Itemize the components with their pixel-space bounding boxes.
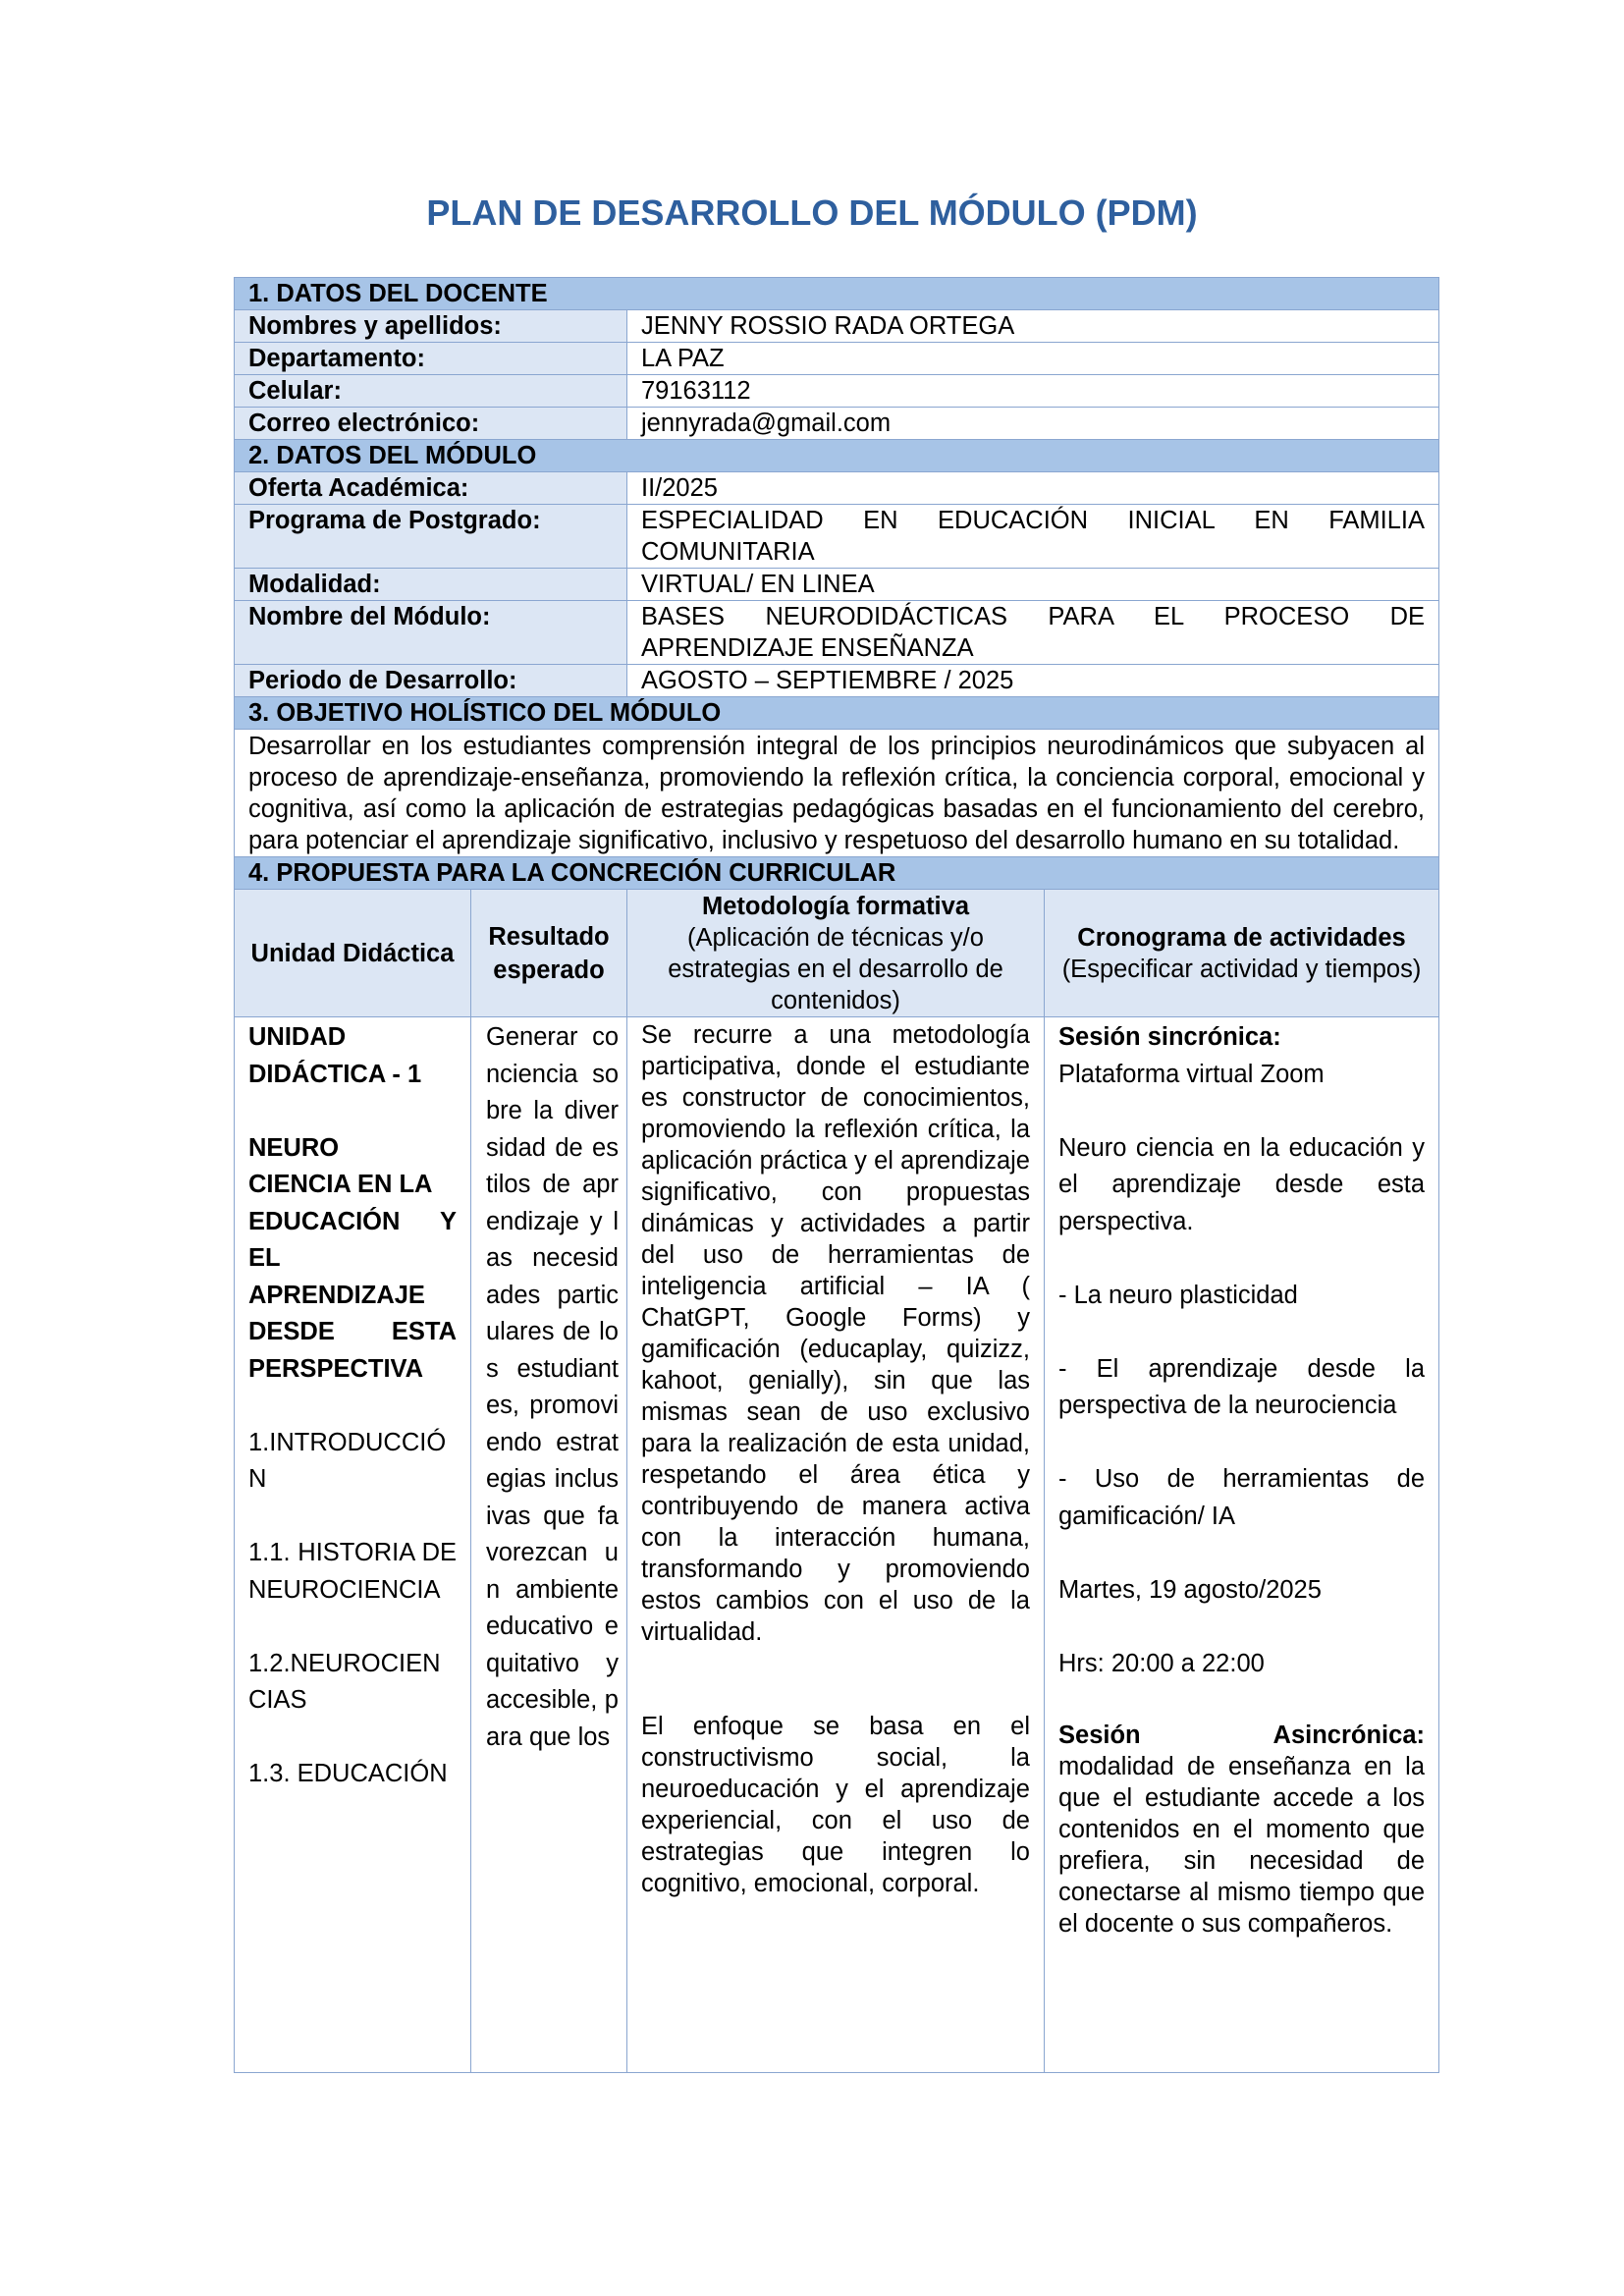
sync-date: Martes, 19 agosto/2025 xyxy=(1058,1575,1322,1604)
field-value xyxy=(627,601,1439,665)
curriculum-body-row xyxy=(235,1017,1439,2073)
info-row xyxy=(235,310,1439,343)
section1-header-row xyxy=(235,278,1439,310)
section4-header-row xyxy=(235,857,1439,890)
resultado-cell: Generar conciencia sobre la diversidad de estilos de aprendizaje y las necesidades particulares de los estudiantes, promoviendo estrategias inclusivas que favorezcan un ambiente educativo equitativo y accesible, para que los xyxy=(471,1017,627,2073)
page-title: PLAN DE DESARROLLO DEL MÓDULO (PDM) xyxy=(426,192,1198,233)
info-row xyxy=(235,569,1439,601)
field-label: Oferta Académica: xyxy=(235,472,627,505)
unidad-topic: NEURO xyxy=(248,1133,340,1162)
field-label: Modalidad: xyxy=(235,569,627,601)
pdm-table xyxy=(234,277,1439,2073)
sync-session-title: Sesión sincrónica: xyxy=(1058,1023,1281,1051)
section2-header-row xyxy=(235,440,1439,472)
objective-text: Desarrollar en los estudiantes comprensión integral de los principios neurodinámicos que subyacen al proceso de aprendizaje-enseñanza, promoviendo la reflexión crítica, la conciencia corporal, emocional y cognitiva, así como la aplicación de estrategias pedagógicas basadas en el funcionamiento del cerebro, para potenciar el aprendizaje significativo, inclusivo y respetuoso del desarrollo humano en su totalidad. xyxy=(235,730,1439,857)
field-value-line: ESPECIALIDAD EN EDUCACIÓN INICIAL EN FAMILIA xyxy=(641,507,1426,534)
unidad-topic: DESDE ESTA xyxy=(248,1318,457,1345)
section2-heading: 2. DATOS DEL MÓDULO xyxy=(235,440,1439,472)
field-label: Periodo de Desarrollo: xyxy=(235,665,627,697)
sync-item: - La neuro plasticidad xyxy=(1058,1281,1298,1309)
unidad-cell xyxy=(235,1017,471,2073)
metodologia-paragraph: El enfoque se basa en el constructivismo social, la neuroeducación y el aprendizaje experiencial, con el uso de estrategias que integren lo cognitivo, emocional, corporal. xyxy=(641,1713,1030,1897)
col-header-resultado-label: Resultado esperado xyxy=(488,922,610,984)
col-header-cronograma-sub: (Especificar actividad y tiempos) xyxy=(1061,955,1422,983)
field-value: LA PAZ xyxy=(627,343,1439,375)
metodologia-cell xyxy=(627,1017,1045,2073)
field-label: Nombres y apellidos: xyxy=(235,310,627,343)
field-label: Correo electrónico: xyxy=(235,408,627,440)
objective-row xyxy=(235,730,1439,857)
unidad-topic: APRENDIZAJE xyxy=(248,1281,425,1309)
info-row xyxy=(235,472,1439,505)
field-value: JENNY ROSSIO RADA ORTEGA xyxy=(627,310,1439,343)
section4-heading: 4. PROPUESTA PARA LA CONCRECIÓN CURRICULAR xyxy=(235,857,1439,890)
async-text: modalidad de enseñanza en la que el estudiante accede a los contenidos en el momento que prefiera, sin necesidad de conectarse al mismo tiempo que el docente o sus compañeros. xyxy=(1058,1752,1426,1938)
unidad-item: 1.1. HISTORIA DE NEUROCIENCIA xyxy=(248,1539,457,1604)
sync-platform: Plataforma virtual Zoom xyxy=(1058,1060,1325,1088)
unidad-topic: EL xyxy=(248,1244,281,1272)
col-header-unidad-label: Unidad Didáctica xyxy=(250,939,455,967)
email-value: jennyrada@gmail.com xyxy=(627,408,1439,440)
field-label: Departamento: xyxy=(235,343,627,375)
info-row xyxy=(235,408,1439,440)
unidad-item: 1.3. EDUCACIÓN xyxy=(248,1760,448,1787)
sync-item: - Uso de herramientas de gamificación/ IA xyxy=(1058,1465,1426,1530)
col-header-metodologia-title: Metodología formativa xyxy=(701,892,970,920)
field-value: 79163112 xyxy=(627,375,1439,408)
async-session-title: Sesión Asincrónica: xyxy=(1058,1721,1426,1749)
unidad-title: UNIDAD xyxy=(248,1023,347,1051)
curriculum-header-row xyxy=(235,890,1439,1017)
field-label: Celular: xyxy=(235,375,627,408)
cronograma-cell xyxy=(1045,1017,1439,2073)
col-header-cronograma xyxy=(1045,890,1439,1017)
sync-hours: Hrs: 20:00 a 22:00 xyxy=(1058,1649,1265,1677)
field-value-line: BASES NEURODIDÁCTICAS PARA EL PROCESO DE xyxy=(641,603,1426,630)
col-header-metodologia-sub: (Aplicación de técnicas y/o estrategias en el desarrollo de contenidos) xyxy=(668,923,1003,1014)
col-header-metodologia xyxy=(627,890,1045,1017)
info-row xyxy=(235,505,1439,569)
info-row xyxy=(235,343,1439,375)
col-header-resultado xyxy=(471,890,627,1017)
unidad-topic: EDUCACIÓN Y xyxy=(248,1207,457,1235)
field-value xyxy=(627,505,1439,569)
info-row xyxy=(235,375,1439,408)
metodologia-paragraph: Se recurre a una metodología participativa, donde el estudiante es constructor de conocimientos, promoviendo la reflexión crítica, la aplicación práctica y el aprendizaje significativo, con propuestas dinámicas y actividades a partir del uso de herramientas de inteligencia artificial – IA ( ChatGPT, Google Forms) y gamificación (educaplay, quizizz, kahoot, genially), sin que las mismas sean de uso exclusivo para la realización de esta unidad, respetando el área ética y contribuyendo de manera activa con la interacción humana, transformando y promoviendo estos cambios con el uso de la virtualidad. xyxy=(641,1021,1030,1646)
field-value-line: APRENDIZAJE ENSEÑANZA xyxy=(641,634,974,662)
field-value: VIRTUAL/ EN LINEA xyxy=(627,569,1439,601)
field-label: Nombre del Módulo: xyxy=(235,601,627,665)
info-row xyxy=(235,665,1439,697)
unidad-item: 1.INTRODUCCIÓN xyxy=(248,1428,447,1493)
field-value-line: COMUNITARIA xyxy=(641,538,815,566)
unidad-topic: CIENCIA EN LA xyxy=(248,1171,433,1198)
unidad-title: DIDÁCTICA - 1 xyxy=(248,1060,422,1088)
sync-item: - El aprendizaje desde la perspectiva de la neurociencia xyxy=(1058,1354,1426,1419)
col-header-cronograma-title: Cronograma de actividades xyxy=(1077,923,1406,952)
info-row xyxy=(235,601,1439,665)
field-label: Programa de Postgrado: xyxy=(235,505,627,569)
col-header-unidad xyxy=(235,890,471,1017)
unidad-item: 1.2.NEUROCIENCIAS xyxy=(248,1649,441,1714)
field-value: II/2025 xyxy=(627,472,1439,505)
unidad-topic: PERSPECTIVA xyxy=(248,1354,424,1383)
field-value: AGOSTO – SEPTIEMBRE / 2025 xyxy=(627,665,1439,697)
section3-header-row xyxy=(235,697,1439,730)
section1-heading: 1. DATOS DEL DOCENTE xyxy=(235,278,1439,310)
section3-heading: 3. OBJETIVO HOLÍSTICO DEL MÓDULO xyxy=(235,697,1439,730)
sync-topic: Neuro ciencia en la educación y el aprendizaje desde esta perspectiva. xyxy=(1058,1133,1426,1235)
